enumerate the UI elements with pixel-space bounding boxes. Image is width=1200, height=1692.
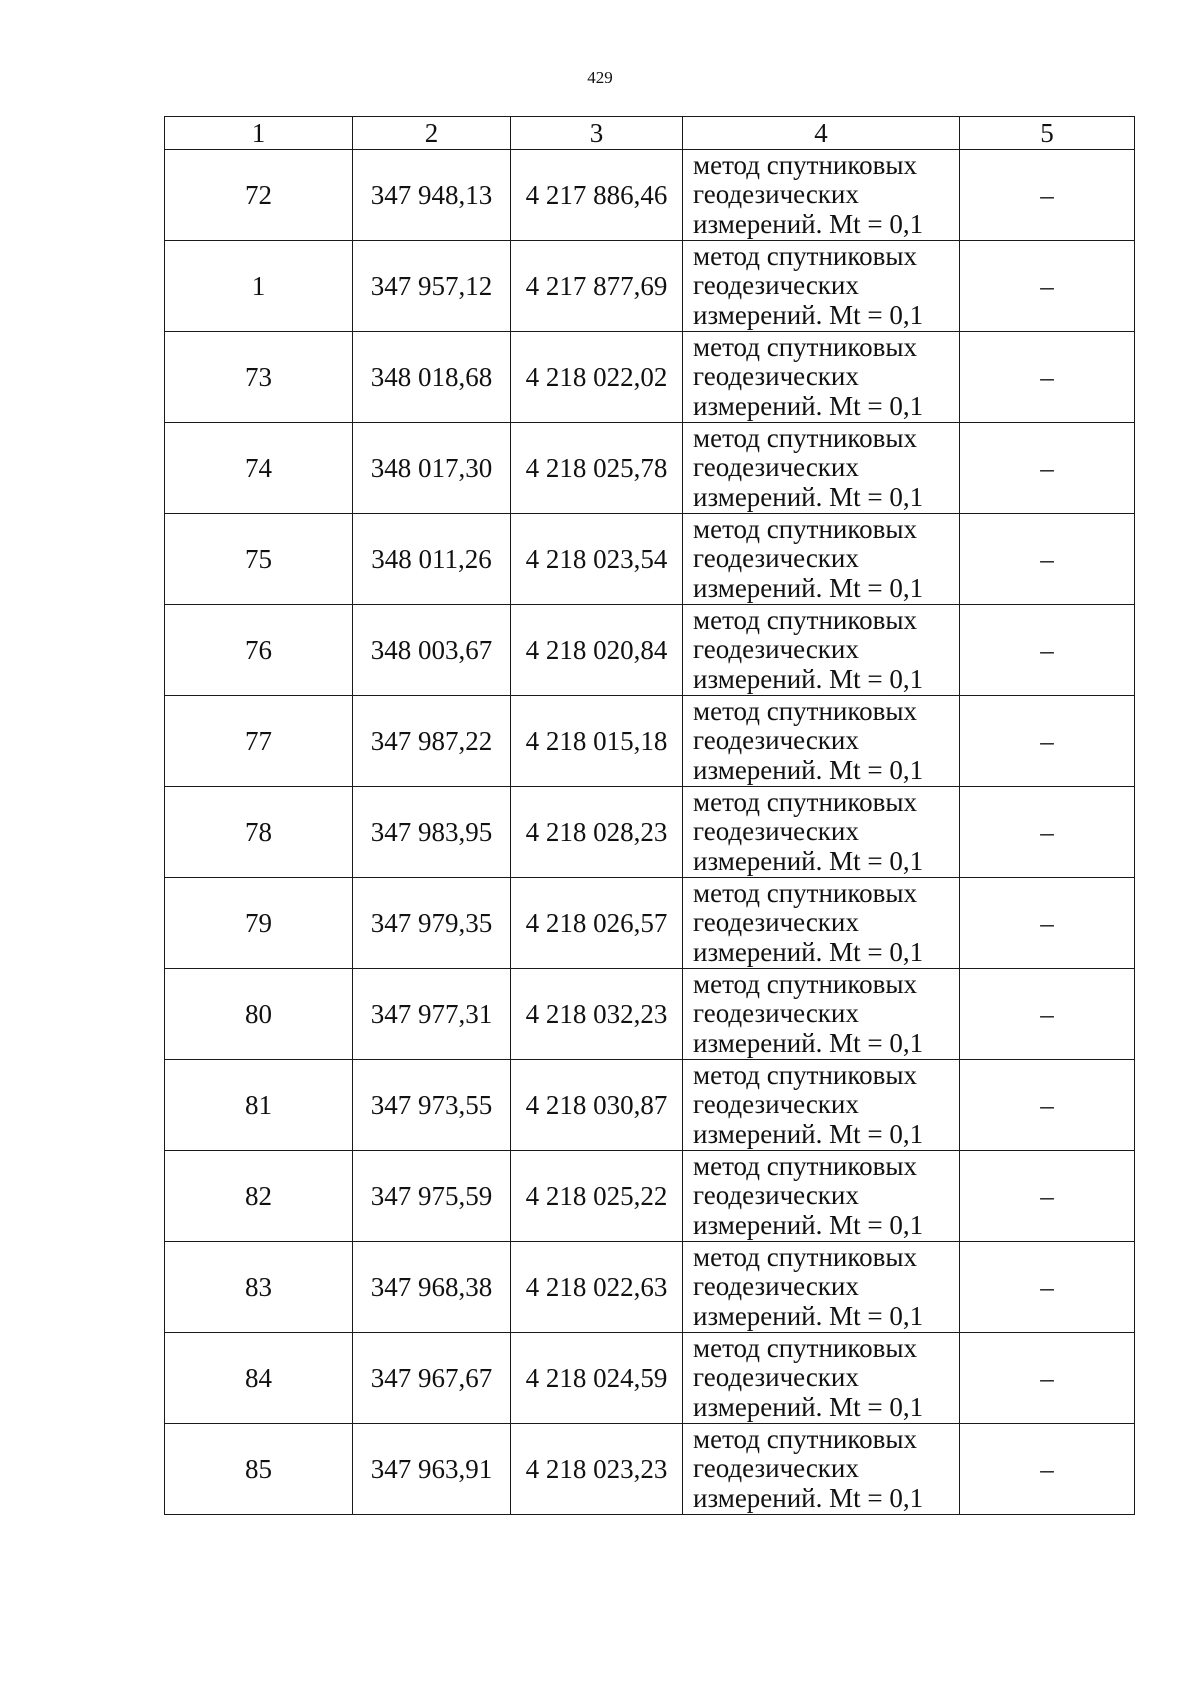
x-coordinate-cell: 348 018,68 bbox=[353, 332, 511, 423]
note-cell: – bbox=[960, 787, 1135, 878]
note-cell: – bbox=[960, 1242, 1135, 1333]
table-row bbox=[165, 514, 1135, 605]
point-number-cell: 81 bbox=[165, 1060, 353, 1151]
column-header: 1 bbox=[165, 117, 353, 150]
method-cell: метод спутниковых геодезических измерений. Mt = 0,1 bbox=[683, 787, 960, 878]
method-cell: метод спутниковых геодезических измерений. Mt = 0,1 bbox=[683, 696, 960, 787]
x-coordinate-cell: 348 017,30 bbox=[353, 423, 511, 514]
method-cell: метод спутниковых геодезических измерений. Mt = 0,1 bbox=[683, 969, 960, 1060]
table-row bbox=[165, 332, 1135, 423]
note-cell: – bbox=[960, 1060, 1135, 1151]
x-coordinate-cell: 347 963,91 bbox=[353, 1424, 511, 1515]
x-coordinate-cell: 347 968,38 bbox=[353, 1242, 511, 1333]
x-coordinate-cell: 347 973,55 bbox=[353, 1060, 511, 1151]
x-coordinate-cell: 347 957,12 bbox=[353, 241, 511, 332]
point-number-cell: 72 bbox=[165, 150, 353, 241]
note-cell: – bbox=[960, 1333, 1135, 1424]
table-row bbox=[165, 696, 1135, 787]
method-cell: метод спутниковых геодезических измерений. Mt = 0,1 bbox=[683, 605, 960, 696]
table-row bbox=[165, 605, 1135, 696]
x-coordinate-cell: 347 983,95 bbox=[353, 787, 511, 878]
column-header: 4 bbox=[683, 117, 960, 150]
x-coordinate-cell: 348 011,26 bbox=[353, 514, 511, 605]
point-number-cell: 78 bbox=[165, 787, 353, 878]
y-coordinate-cell: 4 218 030,87 bbox=[511, 1060, 683, 1151]
y-coordinate-cell: 4 218 020,84 bbox=[511, 605, 683, 696]
x-coordinate-cell: 347 967,67 bbox=[353, 1333, 511, 1424]
table-body bbox=[165, 150, 1135, 1515]
table-row bbox=[165, 787, 1135, 878]
method-cell: метод спутниковых геодезических измерений. Mt = 0,1 bbox=[683, 514, 960, 605]
note-cell: – bbox=[960, 1424, 1135, 1515]
note-cell: – bbox=[960, 696, 1135, 787]
point-number-cell: 79 bbox=[165, 878, 353, 969]
y-coordinate-cell: 4 217 877,69 bbox=[511, 241, 683, 332]
column-header: 3 bbox=[511, 117, 683, 150]
x-coordinate-cell: 347 977,31 bbox=[353, 969, 511, 1060]
table-row bbox=[165, 969, 1135, 1060]
point-number-cell: 84 bbox=[165, 1333, 353, 1424]
method-cell: метод спутниковых геодезических измерений. Mt = 0,1 bbox=[683, 332, 960, 423]
note-cell: – bbox=[960, 1151, 1135, 1242]
method-cell: метод спутниковых геодезических измерений. Mt = 0,1 bbox=[683, 1060, 960, 1151]
point-number-cell: 85 bbox=[165, 1424, 353, 1515]
note-cell: – bbox=[960, 241, 1135, 332]
note-cell: – bbox=[960, 150, 1135, 241]
method-cell: метод спутниковых геодезических измерений. Mt = 0,1 bbox=[683, 150, 960, 241]
column-header: 2 bbox=[353, 117, 511, 150]
y-coordinate-cell: 4 217 886,46 bbox=[511, 150, 683, 241]
table-header bbox=[165, 117, 1135, 150]
point-number-cell: 82 bbox=[165, 1151, 353, 1242]
table-row bbox=[165, 423, 1135, 514]
y-coordinate-cell: 4 218 022,02 bbox=[511, 332, 683, 423]
note-cell: – bbox=[960, 514, 1135, 605]
header-row bbox=[165, 117, 1135, 150]
x-coordinate-cell: 347 948,13 bbox=[353, 150, 511, 241]
point-number-cell: 73 bbox=[165, 332, 353, 423]
y-coordinate-cell: 4 218 025,22 bbox=[511, 1151, 683, 1242]
y-coordinate-cell: 4 218 015,18 bbox=[511, 696, 683, 787]
y-coordinate-cell: 4 218 026,57 bbox=[511, 878, 683, 969]
x-coordinate-cell: 348 003,67 bbox=[353, 605, 511, 696]
table-row bbox=[165, 150, 1135, 241]
point-number-cell: 80 bbox=[165, 969, 353, 1060]
method-cell: метод спутниковых геодезических измерений. Mt = 0,1 bbox=[683, 1424, 960, 1515]
note-cell: – bbox=[960, 878, 1135, 969]
x-coordinate-cell: 347 979,35 bbox=[353, 878, 511, 969]
note-cell: – bbox=[960, 332, 1135, 423]
method-cell: метод спутниковых геодезических измерений. Mt = 0,1 bbox=[683, 878, 960, 969]
point-number-cell: 77 bbox=[165, 696, 353, 787]
method-cell: метод спутниковых геодезических измерений. Mt = 0,1 bbox=[683, 423, 960, 514]
method-cell: метод спутниковых геодезических измерений. Mt = 0,1 bbox=[683, 241, 960, 332]
coordinates-table bbox=[164, 116, 1135, 1515]
note-cell: – bbox=[960, 423, 1135, 514]
page-number: 429 bbox=[587, 68, 613, 87]
table-row bbox=[165, 241, 1135, 332]
point-number-cell: 83 bbox=[165, 1242, 353, 1333]
y-coordinate-cell: 4 218 023,23 bbox=[511, 1424, 683, 1515]
table-row bbox=[165, 1060, 1135, 1151]
y-coordinate-cell: 4 218 028,23 bbox=[511, 787, 683, 878]
y-coordinate-cell: 4 218 023,54 bbox=[511, 514, 683, 605]
note-cell: – bbox=[960, 969, 1135, 1060]
method-cell: метод спутниковых геодезических измерений. Mt = 0,1 bbox=[683, 1242, 960, 1333]
point-number-cell: 1 bbox=[165, 241, 353, 332]
y-coordinate-cell: 4 218 024,59 bbox=[511, 1333, 683, 1424]
y-coordinate-cell: 4 218 025,78 bbox=[511, 423, 683, 514]
table-row bbox=[165, 1242, 1135, 1333]
column-header: 5 bbox=[960, 117, 1135, 150]
table-row bbox=[165, 1333, 1135, 1424]
method-cell: метод спутниковых геодезических измерений. Mt = 0,1 bbox=[683, 1151, 960, 1242]
table-row bbox=[165, 1151, 1135, 1242]
point-number-cell: 76 bbox=[165, 605, 353, 696]
y-coordinate-cell: 4 218 032,23 bbox=[511, 969, 683, 1060]
y-coordinate-cell: 4 218 022,63 bbox=[511, 1242, 683, 1333]
x-coordinate-cell: 347 975,59 bbox=[353, 1151, 511, 1242]
x-coordinate-cell: 347 987,22 bbox=[353, 696, 511, 787]
point-number-cell: 74 bbox=[165, 423, 353, 514]
point-number-cell: 75 bbox=[165, 514, 353, 605]
method-cell: метод спутниковых геодезических измерений. Mt = 0,1 bbox=[683, 1333, 960, 1424]
note-cell: – bbox=[960, 605, 1135, 696]
table-row bbox=[165, 1424, 1135, 1515]
table-row bbox=[165, 878, 1135, 969]
